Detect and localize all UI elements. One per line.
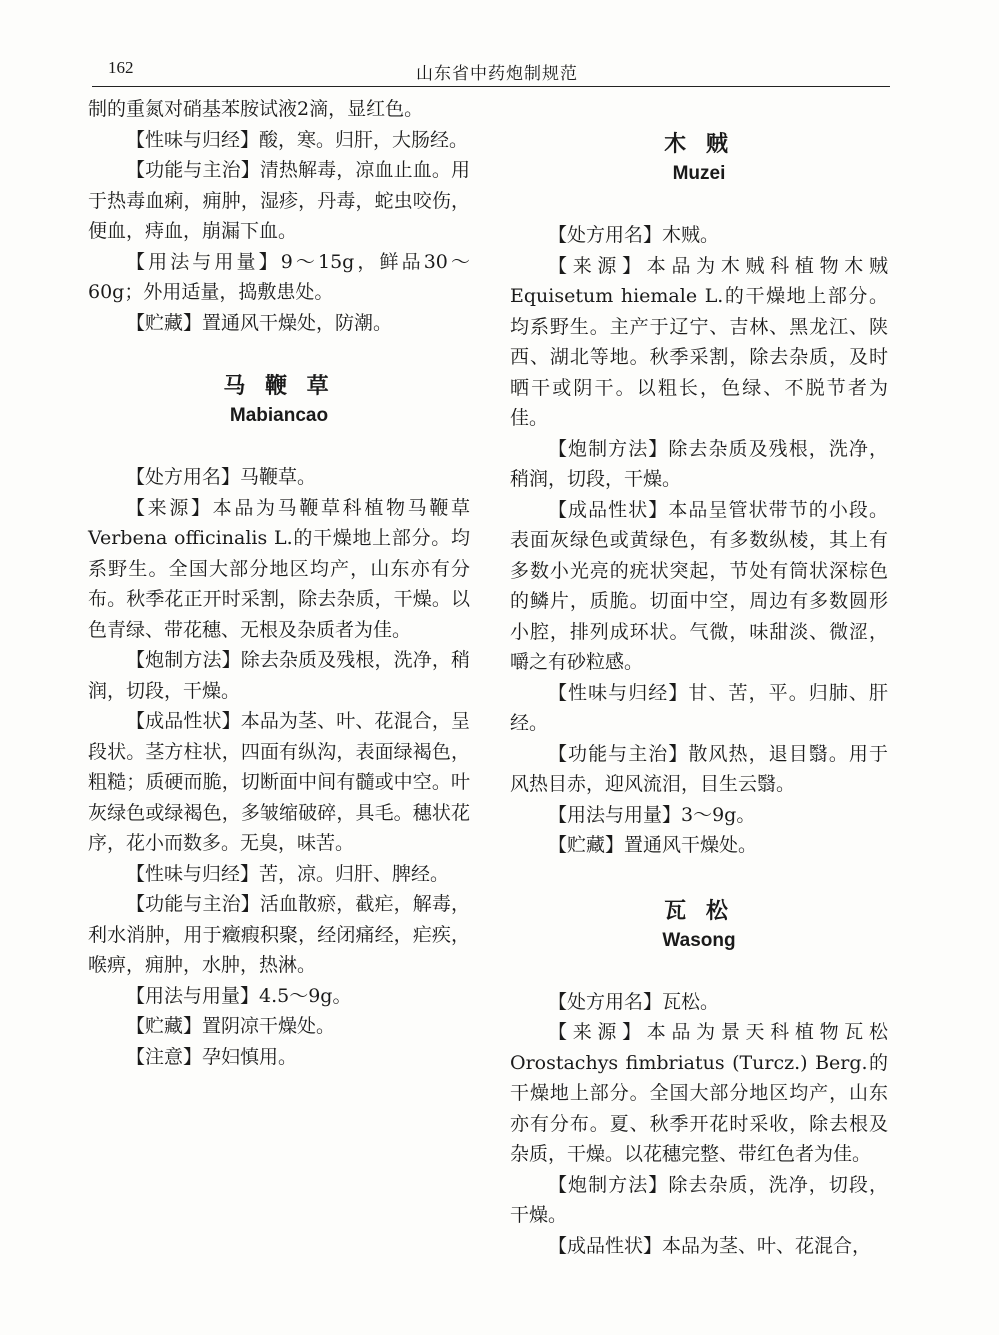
entry-pinyin-wasong: Wasong [662, 929, 736, 951]
paragraph: 【性味与归经】苦，凉。归肝、脾经。 [126, 862, 450, 885]
entry-pinyin-mabiancao: Mabiancao [229, 405, 329, 426]
paragraph: 【性味与归经】甘、苦，平。归肺、肝经。 [510, 681, 888, 734]
paragraph: 【成品性状】本品为茎、叶、花混合，呈段状。茎方柱状，四面有纵沟，表面绿褐色，粗糙；质硬而脆，切断面中间有髓或中空。叶灰绿色或绿褐色，多皱缩破碎，具毛。穗状花序，花小而数多。无臭，味苦。 [88, 710, 470, 854]
paragraph: 【处方用名】瓦松。 [548, 990, 720, 1013]
paragraph: 【来源】本品为马鞭草科植物马鞭草Verbena officinalis L.的干燥地上部分。均系野生。全国大部分地区均产，山东亦有分布。秋季花正开时采割，除去杂质，干燥。以色青绿、带花穗、无根及杂质者为佳。 [88, 496, 470, 641]
page-number: 162 [108, 58, 134, 77]
paragraph: 【用法与用量】9～15g，鲜品30～60g；外用适量，捣敷患处。 [88, 250, 470, 303]
paragraph: 【功能与主治】活血散瘀，截疟，解毒，利水消肿，用于癥瘕积聚，经闭痛经，疟疾，喉痹，痈肿，水肿，热淋。 [88, 893, 470, 976]
header-rule [92, 86, 890, 87]
paragraph: 【性味与归经】酸，寒。归肝，大肠经。 [126, 128, 469, 151]
paragraph: 【成品性状】本品为茎、叶、花混合， [548, 1234, 872, 1257]
paragraph: 制的重氮对硝基苯胺试液2滴，显红色。 [88, 98, 424, 120]
paragraph: 【贮藏】置阴凉干燥处。 [126, 1015, 336, 1037]
paragraph: 【贮藏】置通风干燥处，防潮。 [126, 311, 393, 334]
paragraph: 【炮制方法】除去杂质及残根，洗净，稍润，切段，干燥。 [510, 437, 888, 490]
paragraph: 【用法与用量】4.5～9g。 [126, 984, 352, 1007]
paragraph: 【功能与主治】清热解毒，凉血止血。用于热毒血痢，痈肿，湿疹，丹毒，蛇虫咬伤，便血，痔血，崩漏下血。 [88, 159, 470, 242]
paragraph: 【成品性状】本品呈管状带节的小段。表面灰绿色或黄绿色，有多数纵棱，其上有多数小光亮的疣状突起，节处有筒状深棕色的鳞片，质脆。切面中空，周边有多数圆形小腔，排列成环状。气微，味甜淡、微涩，嚼之有砂粒感。 [510, 498, 888, 673]
paragraph: 【处方用名】木贼。 [548, 224, 720, 246]
page-header [86, 58, 890, 88]
paragraph: 【炮制方法】除去杂质及残根，洗净，稍润，切段，干燥。 [88, 649, 470, 702]
entry-title-muzei: 木 贼 [664, 132, 734, 157]
running-title: 山东省中药炮制规范 [416, 64, 578, 84]
entry-title-wasong: 瓦 松 [664, 898, 734, 924]
entry-pinyin-muzei: Muzei [672, 163, 726, 184]
paragraph: 【处方用名】马鞭草。 [126, 466, 317, 488]
paragraph: 【用法与用量】3～9g。 [548, 803, 756, 826]
left-column [88, 94, 470, 1072]
entry-title-mabiancao: 马 鞭 草 [223, 374, 335, 399]
paragraph: 【炮制方法】除去杂质，洗净，切段，干燥。 [510, 1173, 888, 1226]
paragraph: 【来源】本品为景天科植物瓦松Orostachys fimbriatus (Turcz.) Berg.的干燥地上部分。全国大部分地区均产，山东亦有分布。夏、秋季开花时采收，除去根及杂质，干燥。以花穗完整、带红色者为佳。 [510, 1021, 888, 1165]
paragraph: 【功能与主治】散风热，退目翳。用于风热目赤，迎风流泪，目生云翳。 [510, 742, 888, 795]
right-column [510, 94, 888, 1261]
paragraph: 【贮藏】置通风干燥处。 [548, 834, 758, 856]
paragraph: 【来源】本品为木贼科植物木贼Equisetum hiemale L.的干燥地上部分。均系野生。主产于辽宁、吉林、黑龙江、陕西、湖北等地。秋季采割，除去杂质，及时晒干或阴干。以粗长，色绿、不脱节者为佳。 [510, 254, 888, 429]
paragraph: 【注意】孕妇慎用。 [126, 1045, 298, 1068]
